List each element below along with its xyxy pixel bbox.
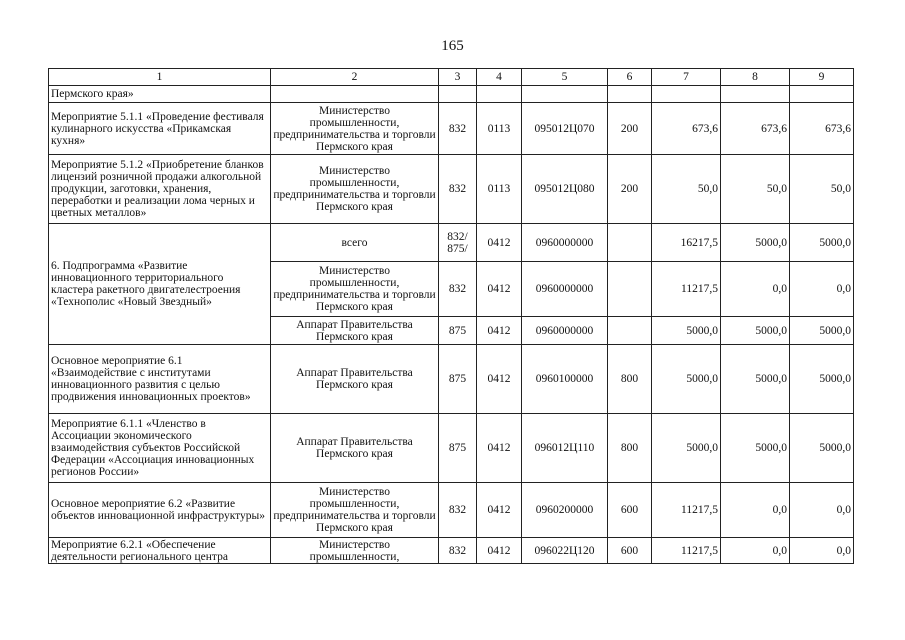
section-code: 0412 [477,317,522,345]
expense-type-code [608,262,652,317]
amount-cell [721,86,790,103]
section-code: 0412 [477,345,522,414]
target-code: 0960000000 [522,224,608,262]
admin-code: 832/ 875/ [439,224,477,262]
target-code: 095012Ц080 [522,155,608,224]
code-cell [608,86,652,103]
admin-code: 832 [439,103,477,155]
target-code: 096012Ц110 [522,414,608,483]
executor-cell: Министерство промышленности, предпринимательства и торговли Пермского края [271,483,439,538]
target-code: 0960000000 [522,317,608,345]
activity-name: Мероприятие 6.1.1 «Членство в Ассоциации экономического взаимодействия субъектов Российской Федерации «Ассоциация инновационных регионов России» [49,414,271,483]
page-number: 165 [441,38,464,54]
amount-cell: 5000,0 [790,224,854,262]
amount-cell [652,86,721,103]
amount-cell: 11217,5 [652,538,721,564]
expense-type-code [608,317,652,345]
amount-cell: 673,6 [721,103,790,155]
section-code: 0412 [477,414,522,483]
executor-cell: Министерство промышленности, предпринимательства и торговли Пермского края [271,262,439,317]
header-row [49,69,854,86]
expense-type-code: 200 [608,155,652,224]
expense-type-code [608,224,652,262]
executor-cell: Аппарат Правительства Пермского края [271,317,439,345]
amount-cell: 5000,0 [721,224,790,262]
target-code: 095012Ц070 [522,103,608,155]
amount-cell: 0,0 [721,262,790,317]
header-cell: 8 [721,69,790,86]
expense-type-code: 200 [608,103,652,155]
expense-type-code: 600 [608,538,652,564]
admin-code: 875 [439,345,477,414]
target-code: 096022Ц120 [522,538,608,564]
activity-name: Пермского края» [49,86,271,103]
amount-cell: 673,6 [790,103,854,155]
target-code: 0960200000 [522,483,608,538]
amount-cell: 5000,0 [652,345,721,414]
executor-cell: Министерство промышленности, предпринимательства и торговли Пермского края [271,155,439,224]
header-cell: 7 [652,69,721,86]
section-code: 0113 [477,155,522,224]
executor-cell [271,86,439,103]
activity-name: Мероприятие 5.1.2 «Приобретение бланков лицензий розничной продажи алкогольной продукции, заготовки, хранения, переработки и реализации лома черных и цветных металлов» [49,155,271,224]
amount-cell: 5000,0 [652,317,721,345]
table-row [49,345,854,414]
table-row [49,103,854,155]
amount-cell: 0,0 [790,538,854,564]
header-cell: 5 [522,69,608,86]
amount-cell: 5000,0 [721,345,790,414]
amount-cell: 673,6 [652,103,721,155]
amount-cell: 50,0 [721,155,790,224]
section-code: 0412 [477,224,522,262]
activity-name: Основное мероприятие 6.2 «Развитие объектов инновационной инфраструктуры» [49,483,271,538]
amount-cell: 0,0 [790,483,854,538]
section-code: 0412 [477,262,522,317]
amount-cell: 5000,0 [790,414,854,483]
table-row [49,86,854,103]
table-row [49,155,854,224]
amount-cell: 50,0 [790,155,854,224]
code-cell [477,86,522,103]
header-cell: 4 [477,69,522,86]
amount-cell: 5000,0 [790,345,854,414]
header-cell: 3 [439,69,477,86]
amount-cell: 0,0 [721,538,790,564]
amount-cell: 16217,5 [652,224,721,262]
amount-cell: 5000,0 [790,317,854,345]
header-cell: 6 [608,69,652,86]
admin-code: 875 [439,414,477,483]
expense-type-code: 800 [608,345,652,414]
amount-cell: 5000,0 [721,414,790,483]
header-cell: 9 [790,69,854,86]
code-cell [439,86,477,103]
admin-code: 875 [439,317,477,345]
target-code: 0960000000 [522,262,608,317]
executor-cell: Аппарат Правительства Пермского края [271,414,439,483]
table-row [49,414,854,483]
executor-cell: Аппарат Правительства Пермского края [271,345,439,414]
activity-name: Мероприятие 5.1.1 «Проведение фестиваля кулинарного искусства «Прикамская кухня» [49,103,271,155]
budget-table [48,68,854,564]
expense-type-code: 600 [608,483,652,538]
amount-cell: 5000,0 [721,317,790,345]
amount-cell [790,86,854,103]
table-row [49,224,854,262]
amount-cell: 50,0 [652,155,721,224]
expense-type-code: 800 [608,414,652,483]
section-code: 0412 [477,538,522,564]
target-code: 0960100000 [522,345,608,414]
header-cell: 1 [49,69,271,86]
header-cell: 2 [271,69,439,86]
amount-cell: 0,0 [790,262,854,317]
admin-code: 832 [439,262,477,317]
admin-code: 832 [439,538,477,564]
activity-name: Мероприятие 6.2.1 «Обеспечение деятельности регионального центра [49,538,271,564]
subprogram-name: 6. Подпрограмма «Развитие инновационного территориального кластера ракетного двигателестроения «Технополис «Новый Звездный» [49,224,271,345]
executor-cell: всего [271,224,439,262]
executor-cell: Министерство промышленности, [271,538,439,564]
section-code: 0412 [477,483,522,538]
amount-cell: 5000,0 [652,414,721,483]
code-cell [522,86,608,103]
amount-cell: 11217,5 [652,262,721,317]
table-row [49,483,854,538]
admin-code: 832 [439,483,477,538]
amount-cell: 11217,5 [652,483,721,538]
section-code: 0113 [477,103,522,155]
amount-cell: 0,0 [721,483,790,538]
admin-code: 832 [439,155,477,224]
activity-name: Основное мероприятие 6.1 «Взаимодействие с институтами инновационного развития с целью продвижения инновационных проектов» [49,345,271,414]
table-row [49,538,854,564]
executor-cell: Министерство промышленности, предпринимательства и торговли Пермского края [271,103,439,155]
